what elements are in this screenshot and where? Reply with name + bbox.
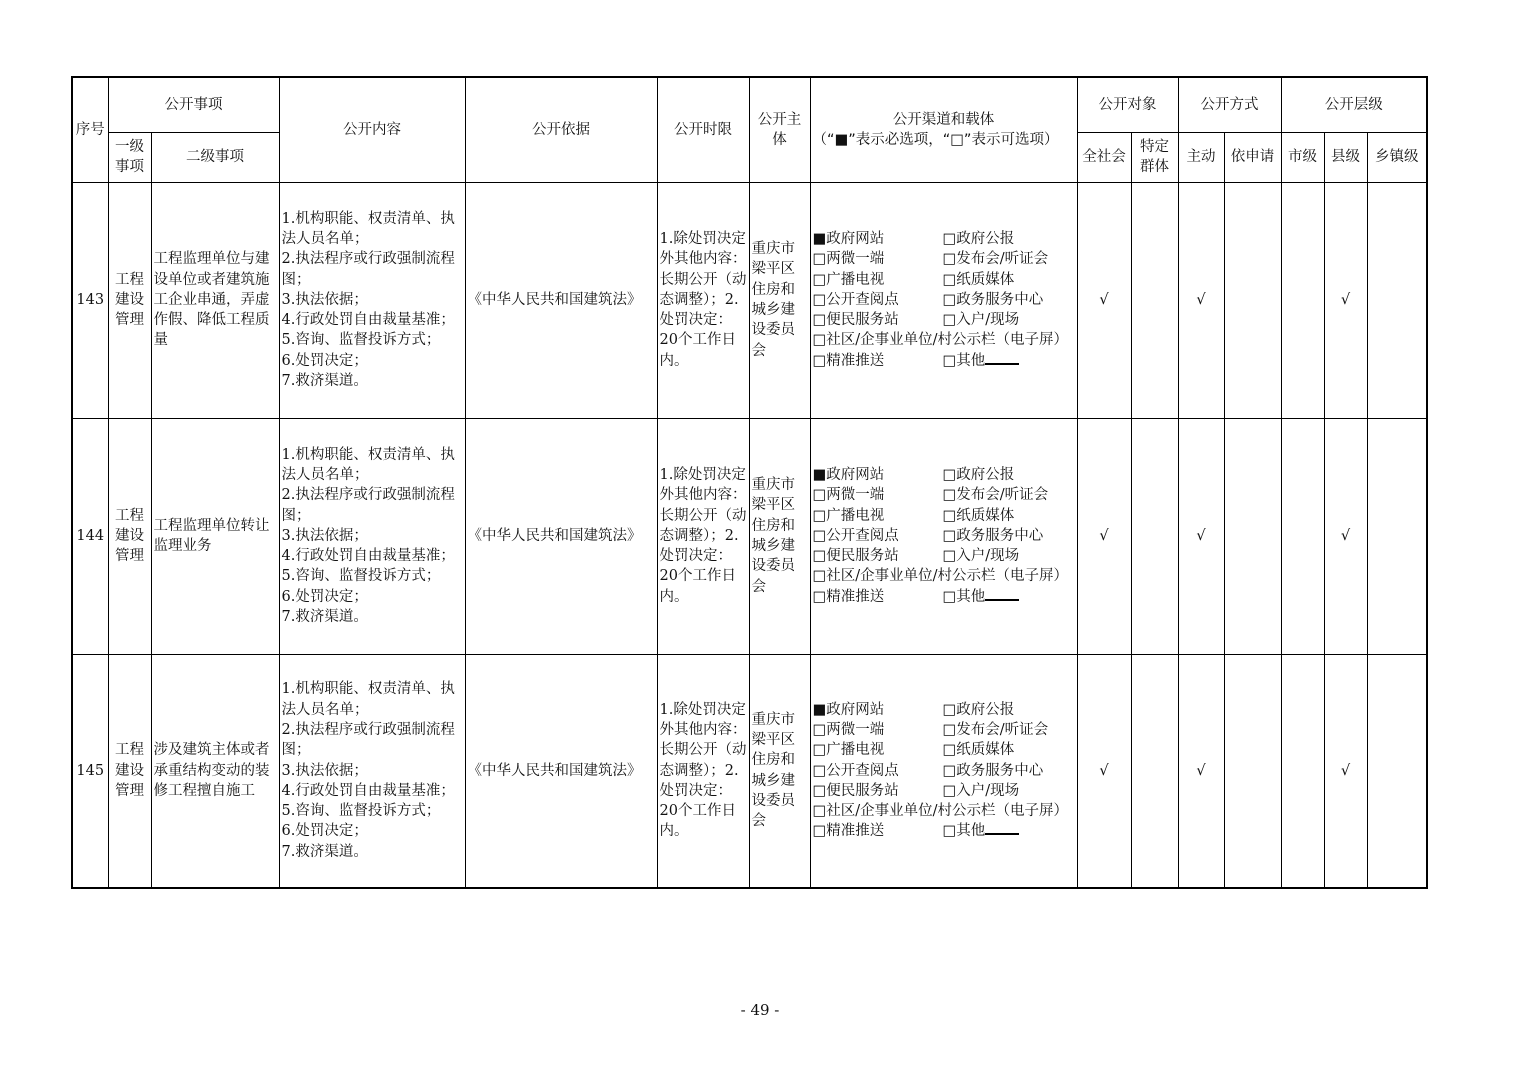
channel-option: □入户/现场	[942, 548, 1020, 565]
col-target-specific: 特定群体	[1131, 132, 1178, 182]
channel-option: □广播电视	[812, 271, 885, 288]
channel-option: □广播电视	[812, 507, 885, 524]
content-line: 2.执法程序或行政强制流程图；	[281, 722, 455, 759]
channel-option: □便民服务站	[812, 312, 899, 329]
channel-option: □入户/现场	[942, 312, 1020, 329]
blank-line	[985, 587, 1019, 601]
channel-option: □精准推送	[812, 588, 885, 605]
content-line: 6.处罚决定；	[281, 588, 368, 605]
row-specific-group	[1131, 654, 1178, 888]
row-basis: 《中华人民共和国建筑法》	[465, 182, 657, 418]
channel-option: □公开查阅点	[812, 762, 899, 779]
channel-option: □发布会/听证会	[942, 722, 1049, 738]
row-channels	[810, 654, 1077, 888]
row-county: √	[1324, 654, 1367, 888]
row-level2: 工程监理单位与建设单位或者建筑施工企业串通，弄虚作假、降低工程质量	[151, 182, 279, 418]
col-channel	[810, 77, 1077, 182]
channel-option: □纸质媒体	[942, 271, 1015, 288]
row-time-limit: 1.除处罚决定外其他内容：长期公开（动态调整）；2.处罚决定：20个工作日内。	[657, 182, 749, 418]
content-line: 2.执法程序或行政强制流程图；	[281, 251, 455, 288]
row-active: √	[1178, 182, 1224, 418]
col-subject: 公开主体	[749, 77, 810, 182]
channel-option: □社区/企事业单位/村公示栏（电子屏）	[812, 803, 1068, 820]
row-all-society: √	[1077, 182, 1131, 418]
channel-option: □便民服务站	[812, 548, 899, 565]
col-method-active: 主动	[1178, 132, 1224, 182]
channel-option: □发布会/听证会	[942, 251, 1049, 268]
channel-option: □其他	[942, 823, 986, 840]
channel-option: ■政府网站	[812, 230, 885, 247]
row-specific-group	[1131, 182, 1178, 418]
row-level1: 工程建设管理	[108, 182, 151, 418]
table-row	[72, 654, 1427, 888]
col-seq: 序号	[72, 77, 108, 182]
row-channels	[810, 418, 1077, 654]
content-line: 7.救济渠道。	[281, 843, 368, 860]
channel-option: □便民服务站	[812, 782, 899, 799]
blank-line	[985, 821, 1019, 835]
col-target: 公开对象	[1077, 77, 1178, 132]
disclosure-table	[71, 76, 1428, 889]
row-apply	[1224, 654, 1281, 888]
row-content	[279, 418, 465, 654]
page-number: - 49 -	[740, 1001, 780, 1019]
channel-option: ■政府网站	[812, 466, 885, 483]
blank-line	[985, 351, 1019, 365]
row-seq: 144	[72, 418, 108, 654]
channel-option: □两微一端	[812, 722, 885, 738]
channel-option: □其他	[942, 588, 986, 605]
row-subject: 重庆市梁平区住房和城乡建设委员会	[749, 182, 810, 418]
col-content: 公开内容	[279, 77, 465, 182]
row-apply	[1224, 418, 1281, 654]
row-town	[1367, 654, 1427, 888]
content-line: 5.咨询、监督投诉方式；	[281, 568, 441, 585]
col-method: 公开方式	[1178, 77, 1281, 132]
col-level-county: 县级	[1324, 132, 1367, 182]
row-level1: 工程建设管理	[108, 418, 151, 654]
content-line: 1.机构职能、权责清单、执法人员名单；	[281, 446, 455, 483]
row-level2: 工程监理单位转让监理业务	[151, 418, 279, 654]
channel-option: □公开查阅点	[812, 291, 899, 308]
row-all-society: √	[1077, 654, 1131, 888]
row-channels	[810, 182, 1077, 418]
row-time-limit: 1.除处罚决定外其他内容：长期公开（动态调整）；2.处罚决定：20个工作日内。	[657, 418, 749, 654]
content-line: 1.机构职能、权责清单、执法人员名单；	[281, 681, 455, 718]
col-level-city: 市级	[1281, 132, 1324, 182]
channel-option: □纸质媒体	[942, 507, 1015, 524]
channel-option: ■政府网站	[812, 701, 885, 718]
row-content	[279, 654, 465, 888]
content-line: 4.行政处罚自由裁量基准；	[281, 782, 455, 799]
row-active: √	[1178, 418, 1224, 654]
channel-option: □两微一端	[812, 251, 885, 268]
row-seq: 143	[72, 182, 108, 418]
col-channel-note: （“■”表示必选项，“□”表示可选项）	[812, 131, 1059, 148]
row-town	[1367, 418, 1427, 654]
content-line: 5.咨询、监督投诉方式；	[281, 803, 441, 820]
row-content	[279, 182, 465, 418]
content-line: 4.行政处罚自由裁量基准；	[281, 312, 455, 329]
table-row	[72, 182, 1427, 418]
row-active: √	[1178, 654, 1224, 888]
col-basis: 公开依据	[465, 77, 657, 182]
row-city	[1281, 418, 1324, 654]
row-city	[1281, 654, 1324, 888]
channel-option: □其他	[942, 352, 986, 369]
channel-option: □政府公报	[942, 466, 1015, 483]
row-county: √	[1324, 418, 1367, 654]
channel-option: □精准推送	[812, 823, 885, 840]
row-subject: 重庆市梁平区住房和城乡建设委员会	[749, 654, 810, 888]
col-level1: 一级事项	[108, 132, 151, 182]
col-level2: 二级事项	[151, 132, 279, 182]
channel-option: □入户/现场	[942, 782, 1020, 799]
content-line: 3.执法依据；	[281, 291, 368, 308]
row-time-limit: 1.除处罚决定外其他内容：长期公开（动态调整）；2.处罚决定：20个工作日内。	[657, 654, 749, 888]
content-line: 5.咨询、监督投诉方式；	[281, 332, 441, 349]
channel-option: □政府公报	[942, 701, 1015, 718]
col-level: 公开层级	[1281, 77, 1427, 132]
content-line: 3.执法依据；	[281, 762, 368, 779]
col-time-limit: 公开时限	[657, 77, 749, 182]
row-basis: 《中华人民共和国建筑法》	[465, 654, 657, 888]
row-county: √	[1324, 182, 1367, 418]
channel-option: □纸质媒体	[942, 742, 1015, 759]
row-level2: 涉及建筑主体或者承重结构变动的装修工程擅自施工	[151, 654, 279, 888]
content-line: 7.救济渠道。	[281, 609, 368, 626]
channel-option: □政务服务中心	[942, 762, 1044, 779]
table-row	[72, 418, 1427, 654]
col-item: 公开事项	[108, 77, 279, 132]
col-channel-title: 公开渠道和载体	[892, 111, 995, 128]
col-method-apply: 依申请	[1224, 132, 1281, 182]
channel-option: □政府公报	[942, 230, 1015, 247]
channel-option: □政务服务中心	[942, 527, 1044, 544]
channel-option: □公开查阅点	[812, 527, 899, 544]
content-line: 4.行政处罚自由裁量基准；	[281, 548, 455, 565]
row-town	[1367, 182, 1427, 418]
header-row-1	[72, 77, 1427, 132]
content-line: 2.执法程序或行政强制流程图；	[281, 487, 455, 524]
content-line: 7.救济渠道。	[281, 373, 368, 390]
content-line: 6.处罚决定；	[281, 352, 368, 369]
row-specific-group	[1131, 418, 1178, 654]
row-city	[1281, 182, 1324, 418]
col-target-all: 全社会	[1077, 132, 1131, 182]
channel-option: □社区/企事业单位/村公示栏（电子屏）	[812, 332, 1068, 349]
row-seq: 145	[72, 654, 108, 888]
row-all-society: √	[1077, 418, 1131, 654]
content-line: 6.处罚决定；	[281, 823, 368, 840]
col-level-town: 乡镇级	[1367, 132, 1427, 182]
channel-option: □政务服务中心	[942, 291, 1044, 308]
row-level1: 工程建设管理	[108, 654, 151, 888]
channel-option: □广播电视	[812, 742, 885, 759]
channel-option: □社区/企事业单位/村公示栏（电子屏）	[812, 568, 1068, 585]
row-basis: 《中华人民共和国建筑法》	[465, 418, 657, 654]
row-apply	[1224, 182, 1281, 418]
channel-option: □发布会/听证会	[942, 487, 1049, 504]
channel-option: □两微一端	[812, 487, 885, 504]
content-line: 1.机构职能、权责清单、执法人员名单；	[281, 210, 455, 247]
row-subject: 重庆市梁平区住房和城乡建设委员会	[749, 418, 810, 654]
channel-option: □精准推送	[812, 352, 885, 369]
content-line: 3.执法依据；	[281, 527, 368, 544]
